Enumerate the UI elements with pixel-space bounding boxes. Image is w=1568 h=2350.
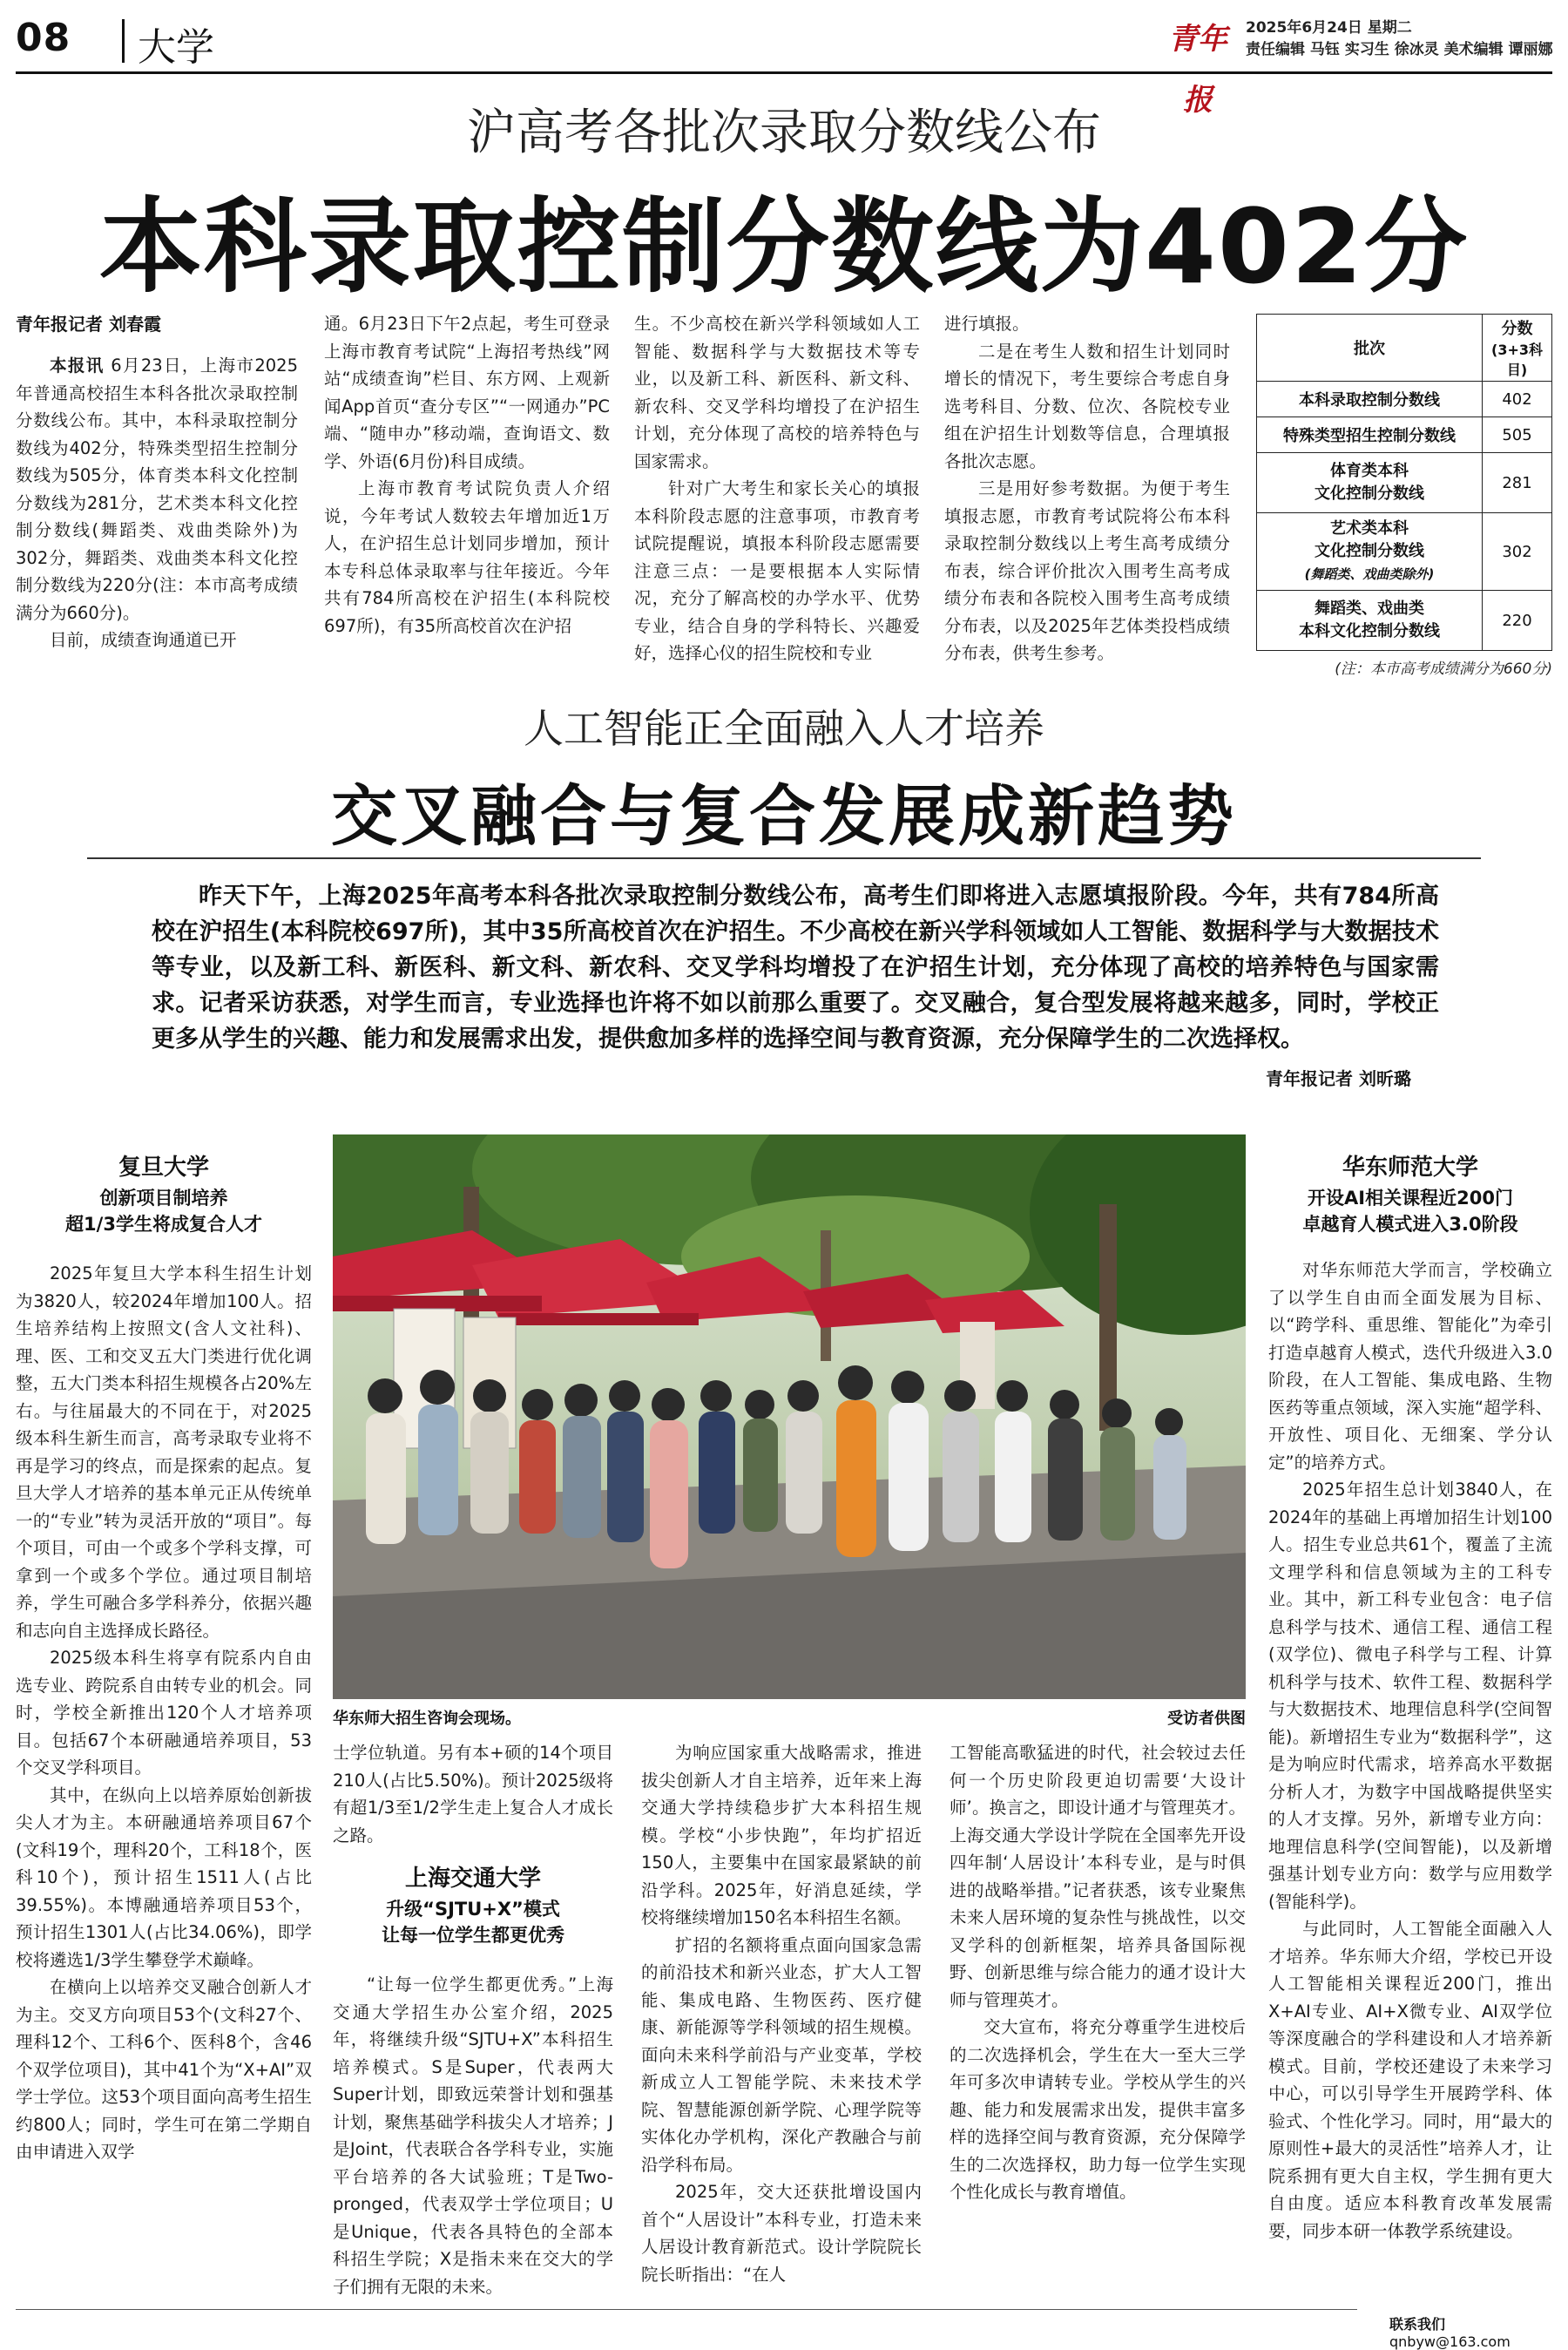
article1-paragraph: 二是在考生人数和招生计划同时增长的情况下，考生要综合考虑自身选考科目、分数、位次、各院校专业组在沪招生计划数等信息，合理填报各批次志愿。 (944, 341, 1230, 471)
sjtu-column-2 (641, 1739, 922, 2288)
score-table-note: (注：本市高考成绩满分为660分) (1335, 660, 1552, 678)
sjtu-paragraph: “让每一位学生都更优秀。”上海交通大学招生办公室介绍，2025年，将继续升级“SJTU+X”本科招生培养模式。S是Super，代表两大Super计划，即致远荣誉计划和强基计划，聚焦基础学科拔尖人才培养；J是Joint，代表联合各学科专业，实施平台培养的各大试验班；T是Two-pronged，代表双学士学位项目；U是Unique，代表各具特色的全部本科招生学院；X是指未来在交大的学子们拥有无限的未来。 (333, 1974, 613, 2297)
fudan-paragraph: 其中，在纵向上以培养原始创新拔尖人才为主。本研融通培养项目67个(文科19个，理科20个，工科18个，医科10个)，预计招生1511人(占比39.55%)。本博融通培养项目53个，预计招生1301人(占比34.06%)，即学校将遴选1/3学生攀登学术巅峰。 (16, 1785, 312, 1970)
article2-byline: 青年报记者 刘昕璐 (1266, 1068, 1411, 1089)
ecnu-name: 华东师范大学 (1342, 1155, 1478, 1181)
article2-rule (87, 857, 1481, 859)
sjtu-heading (333, 1861, 613, 1948)
sjtu-paragraph: 为响应国家重大战略需求，推进拔尖创新人才自主培养，近年来上海交通大学持续稳步扩大本科招生规模。学校“小步快跑”，年均扩招近150人，主要集中在国家最紧缺的前沿学科。2025年，好消息延续，学校将继续增加150名本科招生名额。 (641, 1743, 922, 1927)
fudan-heading (16, 1150, 312, 1237)
ecnu-paragraph: 对华东师范大学而言，学校确立了以学生自由而全面发展为目标、以“跨学科、重思维、智能化”为牵引打造卓越育人模式，迭代升级进入3.0阶段，在人工智能、集成电路、生物医药等重点领域，深入实施“超学科、开放性、项目化、无细案、学分认定”的培养方式。 (1268, 1260, 1552, 1473)
row-batch: 特殊类型招生控制分数线 (1257, 417, 1483, 453)
sjtu-paragraph: 工智能高歌猛进的时代，社会较过去任何一个历史阶段更迫切需要‘大设计师’。换言之，即设计通才与管理英才。上海交通大学设计学院在全国率先开设四年制‘人居设计’本科专业，是与时俱进的战略举措。”记者获悉，该专业聚焦未来人居环境的复杂性与挑战性，以交叉学科的创新框架，培养具备国际视野、创新思维与综合能力的通才设计大师与管理英才。 (950, 1743, 1246, 2010)
sjtu-subtitle-2: 让每一位学生都更优秀 (382, 1925, 564, 1946)
article1-headline: 本科录取控制分数线为402分 (98, 186, 1470, 307)
sjtu-paragraph: 交大宣布，将充分尊重学生进校后的二次选择机会，学生在大一至大三学年可多次申请转专业。学校从学生的兴趣、能力和发展需求出发，提供丰富多样的选择空间与教育资源，充分保障学生的二次选择权，助力每一位学生实现个性化成长与教育增值。 (950, 2017, 1246, 2202)
fudan-subtitle-1: 创新项目制培养 (99, 1188, 228, 1209)
page-number: 08 (16, 16, 71, 60)
article1-column-2 (324, 310, 610, 640)
lead-tag: 本报讯 (50, 356, 105, 376)
row-batch: 本科录取控制分数线 (1257, 382, 1483, 417)
row-score: 220 (1483, 591, 1552, 651)
sjtu-name: 上海交通大学 (404, 1866, 541, 1892)
score-table (1256, 314, 1552, 651)
newspaper-logo: 青年报 (1168, 22, 1227, 118)
score-table-header (1257, 315, 1552, 382)
footer-rule (16, 2309, 1357, 2310)
table-row (1257, 591, 1552, 651)
article1-paragraph: 三是用好参考数据。为便于考生填报志愿，市教育考试院将公布本科录取控制分数线以上考生高考成绩分布表，综合评价批次入围考生高考成绩分布表和各院校入围考生高考成绩分布表，以及2025年艺体类投档成绩分布表，供考生参考。 (944, 478, 1230, 663)
sjtu-column-1 (333, 1971, 613, 2300)
score-table-wrapper (1256, 314, 1552, 678)
campus-fair-photo-icon (333, 1134, 1246, 1699)
article2-lead: 昨天下午，上海2025年高考本科各批次录取控制分数线公布，高考生们即将进入志愿填报阶段。今年，共有784所高校在沪招生(本科院校697所)，其中35所高校首次在沪招生。不少高校在新兴学科领域如人工智能、数据科学与大数据技术等专业，以及新工科、新医科、新文科、新农科、交叉学科均增投了在沪招生计划，充分体现了高校的培养特色与国家需求。记者采访获悉，对学生而言，专业选择也许将不如以前那么重要了。交叉融合，复合型发展将越来越多，同时，学校正更多从学生的兴趣、能力和发展需求出发，提供愈加多样的选择空间与教育资源，充分保障学生的二次选择权。 (152, 883, 1439, 1053)
dateline (1246, 17, 1553, 61)
article1-paragraph: 上海市教育考试院负责人介绍说，今年考试人数较去年增加近1万人，在沪招生总计划同步增加，预计本专科总体录取率与往年接近。今年共有784所高校在沪招生(本科院校697所)，有35所高校首次在沪招 (324, 478, 610, 636)
article2-headline: 交叉融合与复合发展成新趋势 (331, 777, 1237, 855)
row-batch: 舞蹈类、戏曲类 本科文化控制分数线 (1257, 591, 1483, 651)
sjtu-paragraph: 扩招的名额将重点面向国家急需的前沿技术和新兴业态，扩大人工智能、集成电路、生物医药、医疗健康、新能源等学科领域的招生规模。面向未来科学前沿与产业变革，学校新成立人工智能学院、未来技术学院、智慧能源创新学院、心理学院等实体化办学机构，深化产教融合与前沿学科布局。 (641, 1934, 922, 2175)
fudan-column (16, 1260, 312, 2166)
ecnu-paragraph: 与此同时，人工智能全面融入人才培养。华东师大介绍，学校已开设人工智能相关课程近200门，推出X+AI专业、AI+X微专业、AI双学位等深度融合的学科建设和人才培养新模式。目前，学校还建设了未来学习中心，可以引导学生开展跨学科、体验式、个性化学习。同时，用“最大的原则性+最大的灵活性”培养人才，让院系拥有更大自主权，学生拥有更大自由度。适应本科教育改革发展需要，同步本研一体教学系统建设。 (1268, 1919, 1552, 2241)
fudan-paragraph: 2025级本科生将享有院系内自由选专业、跨院系自由转专业的机会。同时，学校全新推出120个人才培养项目。包括67个本研融通培养项目，53个交叉学科项目。 (16, 1648, 312, 1778)
sjtu-subtitle-1: 升级“SJTU+X”模式 (386, 1899, 560, 1920)
ecnu-heading (1268, 1150, 1552, 1237)
footer-contact-label: 联系我们 (1389, 2316, 1446, 2333)
row-batch: 体育类本科 文化控制分数线 (1257, 453, 1483, 513)
fudan-paragraph: 在横向上以培养交叉融合创新人才为主。交叉方向项目53个(文科27个、理科12个、工科6个、医科8个，含46个双学位项目)，其中41个为“X+AI”双学士学位。这53个项目面向高考生招生约800人；同时，学生可在第二学期自由申请进入双学 (16, 1977, 312, 2162)
footer-contact (1389, 2313, 1568, 2350)
table-row (1257, 382, 1552, 417)
footer-email[interactable]: qnbyw@163.com (1389, 2333, 1511, 2350)
article1-paragraph: 针对广大考生和家长关心的填报本科阶段志愿的注意事项，市教育考试院提醒说，填报本科阶段志愿需要注意三点：一是要根据本人实际情况，充分了解高校的办学水平、优势专业，结合自身的学科特长、兴趣爱好，选择心仪的招生院校和专业 (634, 478, 920, 663)
ecnu-paragraph: 2025年招生总计划3840人，在2024年的基础上再增加招生计划100人。招生专业总共61个，覆盖了主流文理学科和信息领域为主的工科专业。其中，新工科专业包含：电子信息科学与技术、通信工程、通信工程(双学位)、微电子科学与工程、计算机科学与技术、软件工程、数据科学与大数据技术、地理信息科学(空间智能)。新增招生专业为“数据科学”，这是为响应时代需求，培养高水平数据分析人才，为数字中国战略提供坚实的人才支撑。另外，新增专业方向：地理信息科学(空间智能)，以及新增强基计划专业方向：数学与应用数学(智能科学)。 (1268, 1480, 1552, 1912)
sjtu-column-3 (950, 1739, 1246, 2206)
editor-credits: 责任编辑 马钰 实习生 徐冰灵 美术编辑 谭丽娜 (1246, 41, 1553, 58)
table-row (1257, 513, 1552, 591)
row-batch: 艺术类本科 文化控制分数线 (舞蹈类、戏曲类除外) (1257, 513, 1483, 591)
ecnu-subtitle-1: 开设AI相关课程近200门 (1308, 1188, 1513, 1209)
row-score: 505 (1483, 417, 1552, 453)
photo-credit: 受访者供图 (1167, 1710, 1246, 1728)
article1-paragraph: 通。6月23日下午2点起，考生可登录上海市教育考试院“上海招考热线”网站“成绩查询”栏目、东方网、上观新闻App首页“查分专区”“一网通办”PC端、“随申办”移动端，查询语文、数学、外语(6月份)科目成绩。 (324, 314, 610, 471)
table-row (1257, 453, 1552, 513)
fudan-paragraph: 士学位轨道。另有本+硕的14个项目210人(占比5.50%)。预计2025级将有超1/3至1/2学生走上复合人才成长之路。 (333, 1743, 613, 1845)
article1-paragraph: 目前，成绩查询通道已开 (50, 630, 237, 650)
fudan-name: 复旦大学 (118, 1155, 209, 1181)
article1-column-3 (634, 310, 920, 667)
article1-paragraph: 生。不少高校在新兴学科领域如人工智能、数据科学与大数据技术等专业，以及新工科、新医科、新文科、新农科、交叉学科均增投了在沪招生计划，充分体现了高校的培养特色与国家需求。 (634, 314, 920, 471)
ecnu-column (1268, 1256, 1552, 2245)
article2-kicker: 人工智能正全面融入人才培养 (524, 705, 1044, 752)
article1-column-1 (16, 352, 298, 654)
article1-paragraph: 进行填报。 (944, 314, 1030, 334)
article1-byline: 青年报记者 刘春霞 (16, 314, 161, 335)
row-score: 402 (1483, 382, 1552, 417)
masthead-divider (122, 19, 125, 63)
article1-paragraph: 本报讯 6月23日，上海市2025年普通高校招生本科各批次录取控制分数线公布。其中，本科录取控制分数线为402分，特殊类型招生控制分数线为505分，体育类本科文化控制分数线为281分，艺术类本科文化控制分数线(舞蹈类、戏曲类除外)为302分，舞蹈类、戏曲类本科文化控制分数线为220分(注：本市高考成绩满分为660分)。 (16, 356, 298, 623)
fudan-continuation (333, 1739, 613, 1849)
fudan-paragraph: 2025年复旦大学本科生招生计划为3820人，较2024年增加100人。招生培养结构上按照文(含人文社科)、理、医、工和交叉五大门类进行优化调整，五大门类本科招生规模各占20%左右。与往届最大的不同在于，对2025级本科生新生而言，高考录取专业将不再是学习的终点，而是探索的起点。复旦大学人才培养的基本单元正从传统单一的“专业”转为灵活开放的“项目”。每个项目，可由一个或多个学科支撑，可拿到一个或多个学位。通过项目制培养，学生可融合多学科养分，依据兴趣和志向自主选择成长路径。 (16, 1263, 312, 1641)
header-batch: 批次 (1257, 315, 1483, 382)
sjtu-paragraph: 2025年，交大还获批增设国内首个“人居设计”本科专业，打造未来人居设计教育新范式。设计学院院长院长昕指出：“在人 (641, 2182, 922, 2285)
news-photo (333, 1134, 1246, 1699)
ecnu-subtitle-2: 卓越育人模式进入3.0阶段 (1302, 1214, 1518, 1235)
article1-kicker: 沪高考各批次录取分数线公布 (467, 105, 1101, 161)
table-row (1257, 417, 1552, 453)
row-score: 302 (1483, 513, 1552, 591)
issue-date: 2025年6月24日 星期二 (1246, 19, 1412, 37)
fudan-subtitle-2: 超1/3学生将成复合人才 (65, 1214, 262, 1235)
header-score: 分数 (3+3科目) (1483, 315, 1552, 382)
masthead-rule (16, 71, 1552, 74)
row-score: 281 (1483, 453, 1552, 513)
photo-caption: 华东师大招生咨询会现场。 (333, 1710, 521, 1728)
article1-column-4 (944, 310, 1230, 667)
section-title: 大学 (138, 25, 214, 70)
